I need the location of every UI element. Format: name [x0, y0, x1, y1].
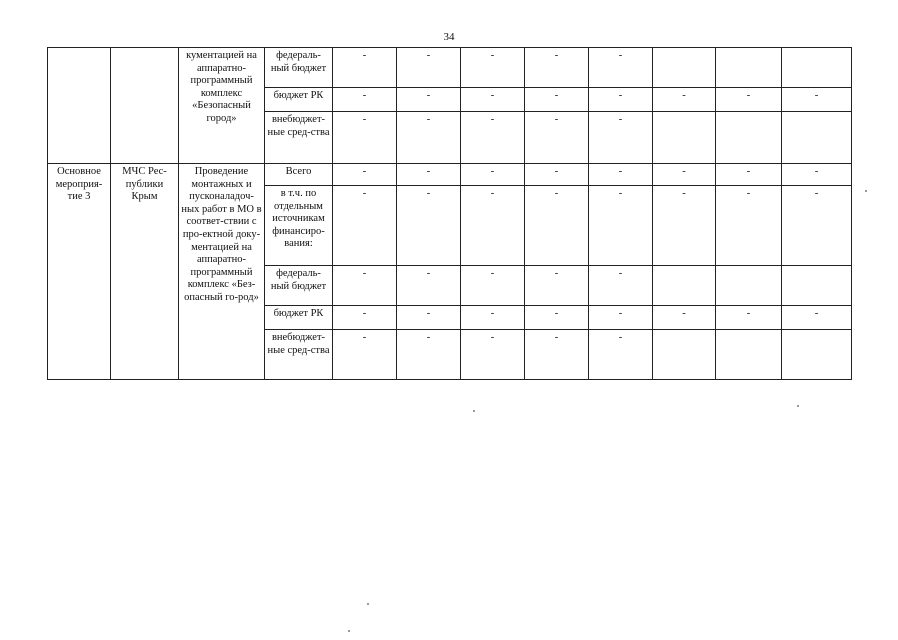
value-cell: -: [397, 330, 461, 380]
value-cell: -: [525, 306, 589, 330]
value-cell: -: [589, 164, 653, 186]
value-cell: -: [525, 330, 589, 380]
value-cell: -: [589, 266, 653, 306]
value-cell: -: [397, 186, 461, 266]
value-cell: -: [589, 48, 653, 88]
value-cell: [782, 266, 852, 306]
value-cell: -: [397, 164, 461, 186]
value-cell: [716, 48, 782, 88]
value-cell: -: [589, 112, 653, 164]
value-cell: -: [333, 186, 397, 266]
value-cell: -: [525, 88, 589, 112]
value-cell: -: [589, 306, 653, 330]
value-cell: -: [653, 164, 716, 186]
value-cell: -: [782, 88, 852, 112]
value-cell: -: [716, 306, 782, 330]
funding-source-cell: бюджет РК: [265, 306, 333, 330]
value-cell: -: [333, 266, 397, 306]
page-number: 34: [443, 31, 455, 43]
event-cell: Основное мероприя-тие 3: [48, 164, 111, 380]
value-cell: -: [716, 186, 782, 266]
value-cell: -: [653, 88, 716, 112]
value-cell: -: [525, 266, 589, 306]
event-description-cell: кументацией на аппаратно-программный комплекс «Безопасный город»: [179, 48, 265, 164]
funding-source-cell: в т.ч. по отдельным источникам финансиро-вания:: [265, 186, 333, 266]
executor-cell: МЧС Рес-публики Крым: [111, 164, 179, 380]
event-description-cell: Проведение монтажных и пусконаладоч-ных работ в МО в соответ-ствии с про-ектной доку-ментацией на аппаратно-программный комплекс «Без-опасный го-род»: [179, 164, 265, 380]
scan-speck: [797, 405, 799, 407]
value-cell: -: [397, 112, 461, 164]
value-cell: -: [589, 186, 653, 266]
event-cell: [48, 48, 111, 164]
value-cell: -: [589, 330, 653, 380]
value-cell: -: [653, 306, 716, 330]
executor-cell: [111, 48, 179, 164]
value-cell: [716, 330, 782, 380]
value-cell: [653, 112, 716, 164]
scan-speck: [473, 410, 475, 412]
table-row: [48, 164, 852, 186]
value-cell: [653, 48, 716, 88]
value-cell: -: [333, 306, 397, 330]
value-cell: -: [461, 186, 525, 266]
funding-source-cell: Всего: [265, 164, 333, 186]
value-cell: -: [653, 186, 716, 266]
table-row: [48, 48, 852, 88]
scan-speck: [367, 603, 369, 605]
value-cell: -: [397, 266, 461, 306]
value-cell: -: [461, 112, 525, 164]
value-cell: [653, 266, 716, 306]
funding-source-cell: внебюджет-ные сред-ства: [265, 330, 333, 380]
value-cell: -: [782, 186, 852, 266]
scan-speck: [348, 630, 350, 632]
value-cell: -: [461, 330, 525, 380]
value-cell: [782, 112, 852, 164]
value-cell: -: [461, 266, 525, 306]
value-cell: -: [333, 112, 397, 164]
value-cell: -: [461, 48, 525, 88]
value-cell: [716, 112, 782, 164]
funding-source-cell: внебюджет-ные сред-ства: [265, 112, 333, 164]
value-cell: -: [525, 186, 589, 266]
value-cell: -: [716, 88, 782, 112]
value-cell: -: [397, 306, 461, 330]
value-cell: [782, 48, 852, 88]
value-cell: -: [461, 88, 525, 112]
value-cell: -: [397, 88, 461, 112]
funding-source-cell: федераль-ный бюджет: [265, 48, 333, 88]
value-cell: -: [525, 48, 589, 88]
value-cell: -: [461, 306, 525, 330]
value-cell: -: [525, 164, 589, 186]
funding-source-cell: бюджет РК: [265, 88, 333, 112]
value-cell: -: [397, 48, 461, 88]
value-cell: -: [589, 88, 653, 112]
funding-source-cell: федераль-ный бюджет: [265, 266, 333, 306]
value-cell: -: [782, 306, 852, 330]
value-cell: -: [525, 112, 589, 164]
value-cell: -: [333, 164, 397, 186]
scan-speck: [865, 190, 867, 192]
value-cell: -: [333, 88, 397, 112]
value-cell: -: [333, 48, 397, 88]
value-cell: [653, 330, 716, 380]
value-cell: [716, 266, 782, 306]
value-cell: [782, 330, 852, 380]
table-body: [48, 48, 852, 380]
value-cell: -: [782, 164, 852, 186]
value-cell: -: [333, 330, 397, 380]
value-cell: -: [716, 164, 782, 186]
budget-table: [47, 47, 852, 380]
value-cell: -: [461, 164, 525, 186]
